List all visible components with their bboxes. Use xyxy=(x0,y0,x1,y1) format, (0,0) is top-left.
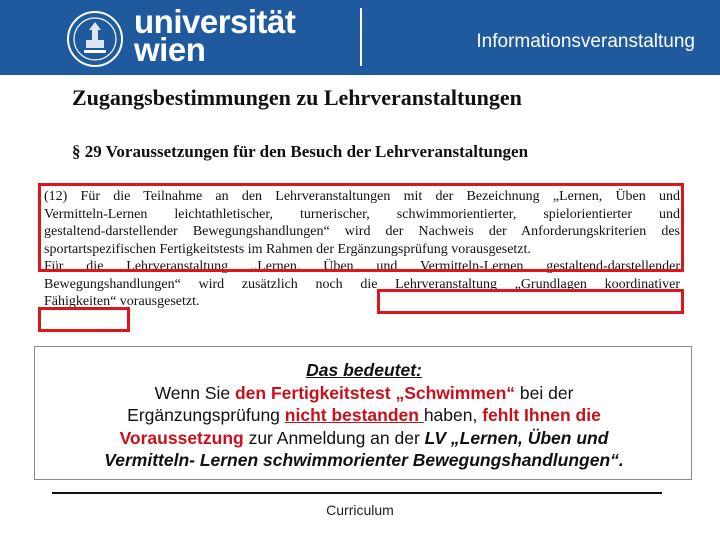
footer-label: Curriculum xyxy=(326,502,394,518)
document-title: Zugangsbestimmungen zu Lehrveranstaltungen xyxy=(72,85,522,110)
explanation-heading: Das bedeutet: xyxy=(306,360,422,380)
logo-line-1: universität xyxy=(134,3,296,40)
note-emphasis: Voraussetzung xyxy=(119,427,244,448)
note-emphasis: fehlt Ihnen die xyxy=(482,405,601,425)
document-section-heading: § 29 Voraussetzungen für den Besuch der Lehrveranstaltungen xyxy=(72,142,529,161)
note-emphasis: LV „Lernen, Üben und xyxy=(424,427,609,448)
explanation-text xyxy=(35,359,693,472)
note-text: haben, xyxy=(423,405,483,425)
paragraph-line: gestaltend-darstellender Bewegungshandlungen“ wird der Nachweis der Anforderungskriterien des xyxy=(44,224,680,239)
paragraph-line: Vermitteln-Lernen leichtathletischer, turnerischer, schwimmorientierter, spielorientierter und xyxy=(44,206,680,222)
note-emphasis: nicht bestanden xyxy=(284,405,424,425)
note-emphasis: den Fertigkeitstest „Schwimmen“ xyxy=(234,382,516,403)
note-text: Ergänzungsprüfung xyxy=(127,405,285,425)
highlight-box-faehigkeiten xyxy=(38,307,130,332)
note-emphasis: Vermitteln- Lernen schwimmorienter Bewegungshandlungen“. xyxy=(104,450,624,470)
note-text: zur Anmeldung an der xyxy=(243,427,425,448)
explanation-box xyxy=(34,346,692,480)
header-bar xyxy=(0,0,720,75)
university-logo-text xyxy=(134,3,296,68)
paragraph-line: Fähigkeiten“ vorausgesetzt. xyxy=(44,294,200,309)
paragraph-line: Für die Lehrveranstaltung „Lernen, Üben und Vermitteln-Lernen gestaltend-darstellender xyxy=(44,259,680,274)
footer-divider xyxy=(52,492,662,494)
logo-line-2: wien xyxy=(134,31,206,68)
paragraph-line: sportartspezifischen Fertigkeitstests im Rahmen der Ergänzungsprüfung vorausgesetzt. xyxy=(44,241,531,257)
highlight-box-lv-title xyxy=(377,289,684,314)
university-seal-icon xyxy=(66,10,124,68)
slide-header-title: Informationsveranstaltung xyxy=(476,31,695,52)
header-divider xyxy=(360,8,362,66)
note-text: bei der xyxy=(515,382,574,403)
highlight-box-paragraph xyxy=(38,183,684,272)
note-text: Wenn Sie xyxy=(154,382,235,403)
paragraph-line: Bewegungshandlungen“ wird zusätzlich noch die Lehrveranstaltung „Grundlagen koordinativer xyxy=(44,276,680,292)
paragraph-line: (12) Für die Teilnahme an den Lehrveranstaltungen mit der Bezeichnung „Lernen, Üben und xyxy=(44,189,680,204)
